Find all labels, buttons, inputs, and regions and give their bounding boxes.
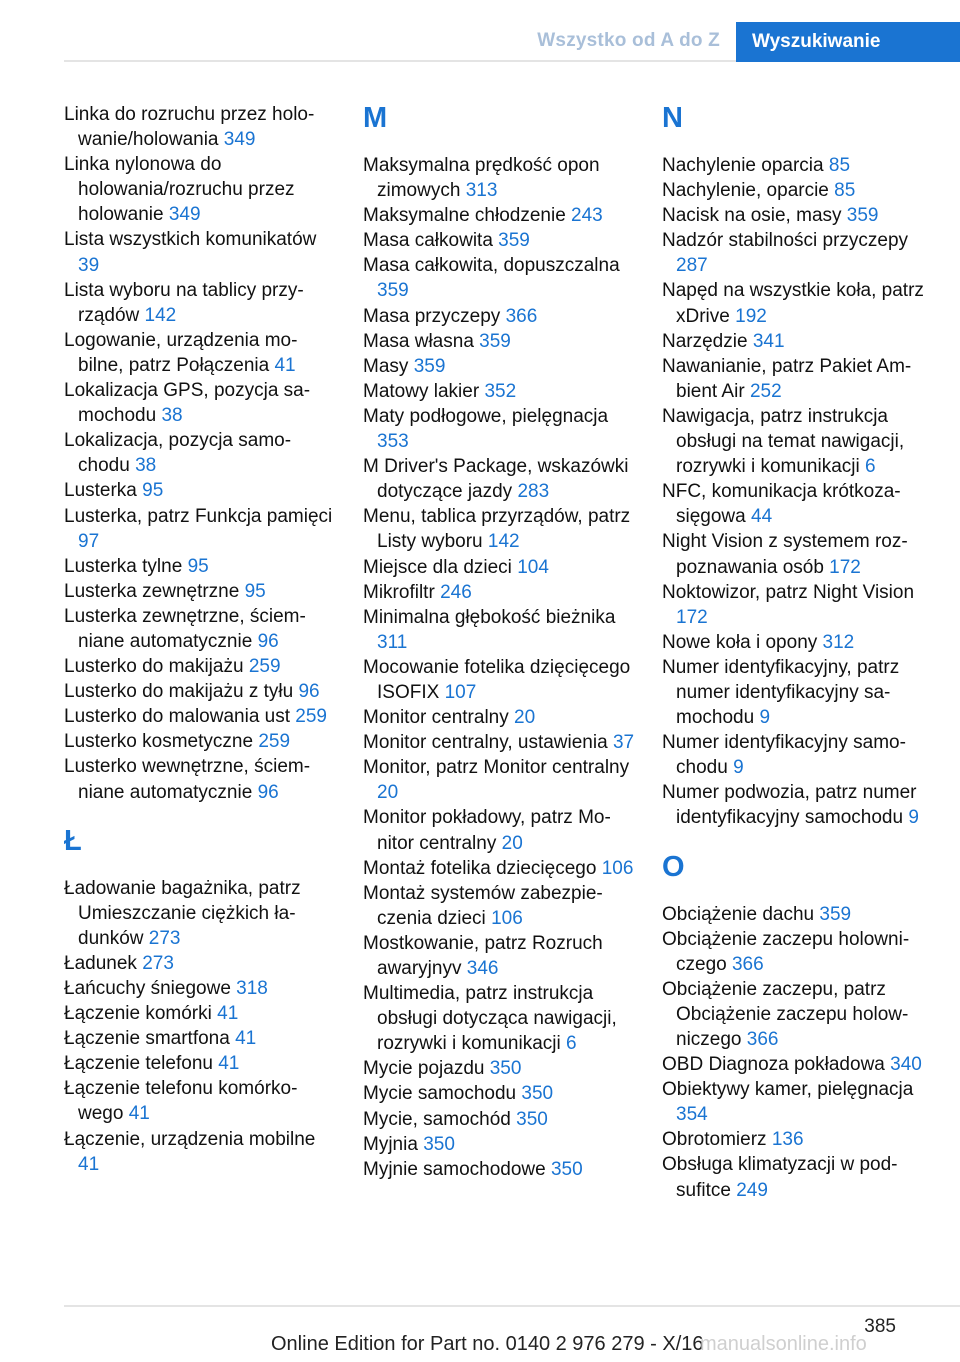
index-entry-text: Maksymalne chłodzenie: [363, 205, 566, 227]
page-link[interactable]: 273: [142, 952, 174, 974]
index-entry-text: Matowy lakier: [363, 380, 480, 402]
page-link[interactable]: 41: [217, 1003, 239, 1025]
index-column-1: [64, 102, 336, 1177]
index-entry-text: Linka do rozruchu przez holowanie/holowania: [64, 104, 315, 151]
index-entry-text: Masa przyczepy: [363, 305, 501, 327]
index-entry: [363, 755, 635, 805]
index-entry: [64, 876, 336, 951]
index-entry-text: Narzędzie: [662, 330, 748, 352]
index-entry-text: Nadzór stabilności przyczepy: [662, 230, 909, 252]
index-entry: [363, 655, 635, 705]
index-entry: [363, 1107, 635, 1132]
index-entry-text: Numer identyfikacyjny samochodu: [662, 732, 906, 779]
index-entry: [363, 856, 635, 881]
page-link[interactable]: 106: [491, 907, 523, 929]
page-link[interactable]: 352: [484, 380, 517, 402]
index-entry: [363, 555, 635, 580]
page-link[interactable]: 318: [236, 978, 268, 999]
page-link[interactable]: 9: [759, 707, 771, 729]
index-entry: [64, 504, 336, 554]
index-column-2: [363, 102, 635, 1182]
index-entry-text: Lusterka, patrz Funkcja pamięci: [64, 505, 333, 527]
index-entry-text: Logowanie, urządzenia mobilne, patrz Połączenia: [64, 329, 298, 376]
index-entry: [64, 1127, 336, 1177]
page-link[interactable]: 350: [423, 1133, 455, 1155]
index-entry-text: OBD Diagnoza pokładowa: [662, 1054, 885, 1076]
index-entry: [64, 227, 336, 277]
index-entry: [64, 328, 336, 378]
index-entry-text: Myjnie samochodowe: [363, 1158, 546, 1180]
page-link[interactable]: 41: [235, 1028, 257, 1050]
index-entry-text: Mikrofiltr: [363, 581, 435, 603]
page-link[interactable]: 346: [466, 958, 499, 979]
index-entry: [662, 630, 934, 655]
page-link[interactable]: 95: [187, 555, 209, 577]
index-entry: [64, 654, 336, 679]
index-entry: [363, 605, 635, 655]
index-entry-text: Lusterko kosmetyczne: [64, 731, 254, 753]
page-link[interactable]: 95: [244, 580, 266, 602]
index-entry: [363, 705, 635, 730]
page-link[interactable]: 353: [377, 431, 409, 453]
index-entry: [64, 1051, 336, 1076]
page-link[interactable]: 107: [444, 681, 477, 703]
index-column-3: [662, 102, 934, 1203]
index-entry-text: Obiektywy kamer, pielęgnacja: [662, 1079, 914, 1101]
page-link[interactable]: 104: [517, 556, 549, 578]
index-entry-text: Nawanianie, patrz Pakiet Ambient Air: [662, 355, 912, 402]
index-entry-text: Ładunek: [64, 952, 137, 974]
index-entry-text: Lusterka: [64, 480, 137, 502]
index-entry-text: Numer podwozia, patrz numer identyfikacyjny samochodu: [662, 782, 917, 829]
index-entry: [363, 253, 635, 303]
index-entry: [64, 579, 336, 604]
index-entry: [64, 704, 336, 729]
index-entry: [64, 378, 336, 428]
index-entry-text: Mostkowanie, patrz Rozruch awaryjnyv: [363, 932, 603, 979]
index-entry-text: Lokalizacja, pozycja samochodu: [64, 430, 292, 477]
index-letter-heading: N: [662, 102, 683, 134]
page-link[interactable]: 359: [819, 903, 852, 925]
index-entry-text: Linka nylonowa do holowania/rozruchu przez holowanie: [64, 154, 295, 226]
page-link[interactable]: 41: [274, 354, 296, 376]
index-entry: [662, 278, 934, 328]
page-link[interactable]: 96: [257, 630, 279, 652]
index-entry-text: Lista wszystkich komunikatów: [64, 229, 317, 251]
index-entry: [64, 951, 336, 976]
page-link[interactable]: 37: [612, 732, 635, 754]
index-entry-text: Obciążenie zaczepu holowniczego: [662, 928, 910, 975]
index-entry-text: Night Vision z systemem rozpoznawania osób: [662, 531, 908, 578]
page-link[interactable]: 41: [218, 1053, 240, 1075]
index-entry: [662, 178, 934, 203]
page-link[interactable]: 350: [516, 1108, 548, 1130]
page-link[interactable]: 9: [733, 757, 744, 779]
page-link[interactable]: 283: [517, 481, 550, 503]
page-link[interactable]: 38: [135, 455, 157, 477]
index-entry-text: Lusterko do makijażu: [64, 656, 244, 678]
index-entry-text: Nachylenie oparcia: [662, 155, 824, 176]
index-entry: [64, 102, 336, 152]
index-letter-heading: Ł: [64, 824, 82, 857]
index-entry: [64, 976, 336, 1001]
index-entry-text: Monitor pokładowy, patrz Monitor centralny: [363, 807, 611, 854]
page-link[interactable]: 350: [550, 1158, 583, 1180]
index-entry-text: Multimedia, patrz instrukcja obsługi dotycząca nawigacji, rozrywki i komunikacji: [363, 983, 617, 1055]
page-link[interactable]: 97: [78, 530, 100, 552]
page-link[interactable]: 243: [571, 205, 603, 227]
index-entry: [64, 428, 336, 478]
index-entry: [64, 152, 336, 227]
index-entry-text: Monitor centralny: [363, 707, 509, 729]
page-link[interactable]: 172: [829, 556, 861, 578]
page-link[interactable]: 366: [731, 953, 764, 975]
index-entry: [363, 203, 635, 228]
page-link[interactable]: 359: [479, 330, 511, 352]
page-link[interactable]: 311: [377, 631, 408, 653]
page-link[interactable]: 350: [489, 1058, 522, 1080]
index-entry-text: Nacisk na osie, masy: [662, 205, 842, 227]
index-entry-text: Mycie samochodu: [363, 1083, 517, 1105]
page-link[interactable]: 41: [128, 1103, 150, 1125]
page-link[interactable]: 341: [752, 330, 785, 352]
page-link[interactable]: 9: [908, 807, 919, 829]
index-entry: [363, 730, 635, 755]
index-entry-text: Masy: [363, 355, 409, 377]
index-entry-text: Nachylenie, oparcie: [662, 180, 829, 202]
page-link[interactable]: 172: [676, 606, 708, 628]
index-entry-text: Obciążenie dachu: [662, 903, 815, 925]
index-entry: [662, 203, 934, 228]
index-entry: [363, 931, 635, 981]
index-entry: [64, 554, 336, 579]
index-entry: [363, 304, 635, 329]
index-entry-text: Mycie pojazdu: [363, 1058, 485, 1080]
page-link[interactable]: 252: [749, 380, 782, 402]
index-entry-text: Minimalna głębokość bieżnika: [363, 606, 616, 628]
index-entry: [662, 404, 934, 479]
page-link[interactable]: 354: [676, 1104, 708, 1126]
index-entry-text: Łączenie smartfona: [64, 1028, 230, 1050]
index-entry: [363, 228, 635, 253]
index-entry-text: Obciążenie zaczepu, patrz Obciążenie zaczepu holowniczego: [662, 978, 909, 1050]
index-entry-text: Obrotomierz: [662, 1129, 767, 1151]
index-entry: [662, 1152, 934, 1202]
page-link[interactable]: 359: [413, 355, 446, 377]
index-entry: [64, 1076, 336, 1126]
index-entry-text: Noktowizor, patrz Night Vision: [662, 581, 915, 603]
index-entry: [662, 1052, 934, 1077]
page-header: [64, 22, 960, 62]
page-link[interactable]: 366: [505, 305, 538, 327]
index-entry-text: Lusterka tylne: [64, 555, 183, 577]
index-entry: [363, 1056, 635, 1081]
index-entry: [363, 454, 635, 504]
index-entry-text: Lusterko do malowania ust: [64, 706, 291, 728]
index-entry-text: Myjnia: [363, 1133, 418, 1155]
index-entry: [662, 580, 934, 630]
index-entry: [662, 529, 934, 579]
index-entry: [662, 902, 934, 927]
page-link[interactable]: 136: [771, 1129, 804, 1151]
index-entry-text: Mycie, samochód: [363, 1108, 511, 1130]
index-entry-text: Lusterka zewnętrzne, ściemniane automatycznie: [64, 605, 306, 652]
index-entry-text: Masa całkowita: [363, 230, 493, 252]
edition-text: Online Edition for Part no. 0140 2 976 279 - X/16: [271, 1333, 704, 1355]
index-entry-text: Łańcuchy śniegowe: [64, 978, 231, 999]
page-link[interactable]: 287: [676, 255, 708, 277]
index-entry: [363, 881, 635, 931]
index-entry: [363, 1081, 635, 1106]
page-link[interactable]: 85: [834, 180, 856, 202]
page-link[interactable]: 85: [828, 155, 851, 176]
index-entry: [363, 981, 635, 1056]
page-link[interactable]: 142: [144, 304, 177, 326]
index-entry: [64, 478, 336, 503]
page-link[interactable]: 249: [736, 1179, 768, 1201]
index-entry: [64, 1001, 336, 1026]
page-link[interactable]: 106: [601, 857, 634, 879]
index-entry-text: Łączenie telefonu: [64, 1053, 213, 1075]
page-link[interactable]: 6: [565, 1033, 577, 1055]
index-entry: [662, 977, 934, 1052]
index-entry: [64, 604, 336, 654]
index-entry-text: Monitor centralny, ustawienia: [363, 732, 608, 754]
index-entry-text: Monitor, patrz Monitor centralny: [363, 757, 630, 779]
page-link[interactable]: 312: [822, 631, 855, 653]
page-link[interactable]: 349: [223, 129, 256, 151]
page-link[interactable]: 259: [258, 731, 291, 753]
index-entry-text: Ładowanie bagażnika, patrz Umieszczanie ciężkich ładunków: [64, 877, 301, 949]
index-entry-text: Nawigacja, patrz instrukcja obsługi na temat nawigacji, rozrywki i komunikacji: [662, 405, 905, 478]
page-link[interactable]: 313: [465, 180, 498, 202]
index-entry-text: Menu, tablica przyrządów, patrz Listy wyboru: [363, 506, 631, 553]
page-link[interactable]: 273: [148, 927, 181, 949]
page-link[interactable]: 38: [161, 405, 183, 427]
page-link[interactable]: 142: [487, 531, 520, 553]
page-link[interactable]: 350: [521, 1083, 554, 1105]
page-link[interactable]: 20: [514, 707, 536, 729]
index-entry-text: Lusterko do makijażu z tyłu: [64, 681, 294, 703]
index-entry-text: Lusterko wewnętrzne, ściemniane automatycznie: [64, 756, 311, 803]
index-entry-text: Obsługa klimatyzacji w podsufitce: [662, 1154, 898, 1201]
page-number: 385: [864, 1316, 896, 1337]
active-tab[interactable]: Wyszukiwanie: [736, 22, 960, 62]
index-entry: [662, 730, 934, 780]
index-entry: [662, 153, 934, 178]
index-entry: [64, 679, 336, 704]
index-entry-text: Lusterka zewnętrzne: [64, 580, 240, 602]
index-entry-text: Łączenie komórki: [64, 1003, 212, 1025]
page-link[interactable]: 44: [751, 506, 773, 528]
index-entry: [662, 1077, 934, 1127]
page-link[interactable]: 340: [890, 1054, 922, 1076]
page-link[interactable]: 246: [440, 581, 472, 603]
section-tab[interactable]: Wszystko od A do Z: [537, 30, 720, 51]
index-entry: [64, 278, 336, 328]
page-link[interactable]: 41: [78, 1153, 100, 1175]
page-link[interactable]: 6: [864, 456, 876, 478]
page-link[interactable]: 96: [298, 681, 320, 703]
index-entry: [662, 780, 934, 830]
index-letter-heading: O: [662, 850, 685, 883]
index-entry: [64, 1026, 336, 1051]
index-entry-text: Napęd na wszystkie koła, patrz xDrive: [662, 280, 924, 327]
index-entry: [64, 754, 336, 804]
index-entry: [363, 379, 635, 404]
index-entry-text: Łączenie telefonu komórkowego: [64, 1078, 298, 1125]
index-entry: [662, 479, 934, 529]
index-entry-text: Numer identyfikacyjny, patrz numer identyfikacyjny samochodu: [662, 656, 900, 729]
index-entry: [363, 1157, 635, 1182]
index-entry-text: Masa całkowita, dopuszczalna: [363, 255, 620, 277]
index-entry-text: Masa własna: [363, 330, 474, 352]
index-entry: [662, 655, 934, 730]
watermark: manualsonline.info: [700, 1333, 867, 1355]
page-link[interactable]: 20: [501, 832, 523, 854]
page-link[interactable]: 359: [846, 205, 879, 227]
index-entry-text: Maty podłogowe, pielęgnacja: [363, 405, 609, 427]
footer-divider: [64, 1305, 960, 1307]
index-entry: [363, 329, 635, 354]
index-entry-text: Lista wyboru na tablicy przyrządów: [64, 279, 304, 326]
index-entry: [662, 1127, 934, 1152]
page-link[interactable]: 192: [735, 305, 767, 327]
page-link[interactable]: 359: [498, 230, 530, 252]
index-entry-text: Łączenie, urządzenia mobilne: [64, 1128, 316, 1150]
index-entry-text: Montaż fotelika dziecięcego: [363, 857, 597, 879]
index-letter-heading: M: [363, 102, 388, 134]
index-entry: [662, 228, 934, 278]
index-entry: [363, 504, 635, 554]
page-link[interactable]: 95: [142, 480, 164, 502]
index-entry: [363, 354, 635, 379]
index-entry-text: Maksymalna prędkość opon zimowych: [363, 155, 600, 202]
index-entry: [363, 153, 635, 203]
index-entry: [363, 404, 635, 454]
page-link[interactable]: 39: [78, 254, 100, 276]
index-entry-text: Mocowanie fotelika dzięcięcego ISOFIX: [363, 656, 631, 703]
index-entry: [662, 329, 934, 354]
index-entry-text: Lokalizacja GPS, pozycja samochodu: [64, 380, 311, 427]
page-link[interactable]: 259: [295, 706, 327, 728]
index-entry: [662, 354, 934, 404]
index-entry-text: Miejsce dla dzieci: [363, 556, 512, 578]
index-entry-text: NFC, komunikacja krótkozasięgowa: [662, 481, 901, 528]
index-entry: [363, 805, 635, 855]
page-link[interactable]: 359: [377, 280, 409, 302]
index-entry: [662, 927, 934, 977]
page-link[interactable]: 366: [746, 1029, 779, 1050]
index-entry: [64, 729, 336, 754]
page-link[interactable]: 96: [257, 781, 279, 803]
index-entry: [363, 580, 635, 605]
page-link[interactable]: 20: [377, 782, 399, 804]
page-link[interactable]: 349: [168, 204, 201, 226]
index-entry-text: Nowe koła i opony: [662, 631, 818, 653]
index-entry: [363, 1132, 635, 1157]
index-entry-text: M Driver's Package, wskazówki dotyczące jazdy: [363, 456, 629, 503]
page-link[interactable]: 259: [248, 656, 281, 678]
index-entry-text: Montaż systemów zabezpieczenia dzieci: [363, 882, 603, 929]
